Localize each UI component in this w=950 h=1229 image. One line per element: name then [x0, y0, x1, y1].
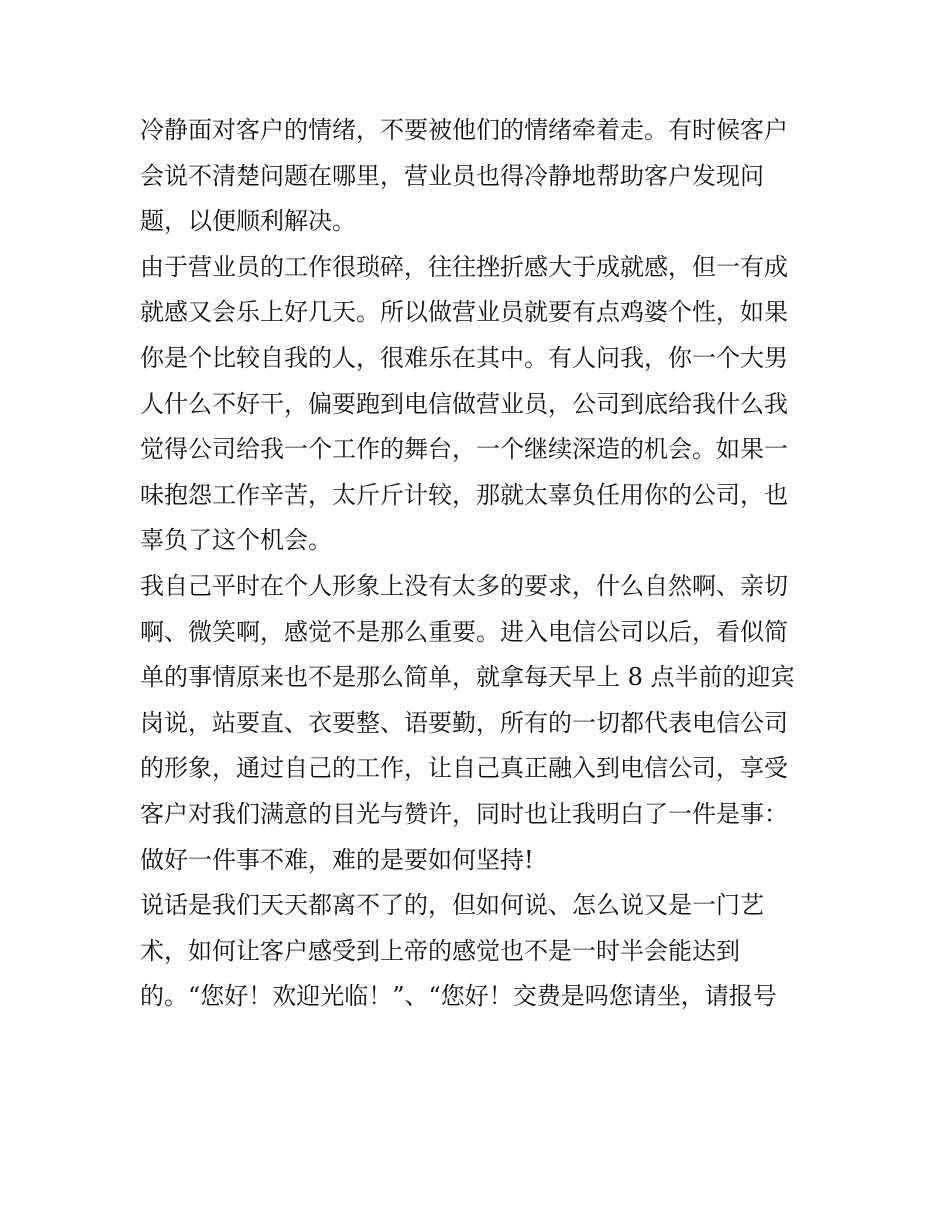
text-line: 味抱怨工作辛苦，太斤斤计较，那就太辜负任用你的公司，也: [140, 480, 788, 509]
text-line: 做好一件事不难，难的是要如何坚持!: [140, 845, 534, 874]
text-line: 会说不清楚问题在哪里，营业员也得冷静地帮助客户发现问: [140, 161, 764, 190]
text-line: 题，以便顺利解决。: [140, 207, 356, 236]
text-line: 的。“您好！欢迎光临！”、“您好！交费是吗您请坐，请报号: [140, 982, 777, 1011]
text-line: 你是个比较自我的人，很难乐在其中。有人问我，你一个大男: [140, 343, 788, 372]
text-line: 就感又会乐上好几天。所以做营业员就要有点鸡婆个性，如果: [140, 298, 788, 327]
paragraph-3: [140, 564, 820, 883]
text-line: 客户对我们满意的目光与赞许，同时也让我明白了一件是事：: [140, 799, 788, 828]
text-line: 冷静面对客户的情绪，不要被他们的情绪牵着走。有时候客户: [140, 116, 788, 144]
paragraph-1: [140, 108, 820, 245]
text-line: 人什么不好干，偏要跑到电信做营业员，公司到底给我什么我: [140, 389, 788, 418]
text-line: 辜负了这个机会。: [140, 526, 332, 555]
text-line: 术，如何让客户感受到上帝的感觉也不是一时半会能达到: [140, 936, 740, 965]
text-line: 我自己平时在个人形象上没有太多的要求，什么自然啊、亲切: [140, 571, 788, 600]
text-line: 说话是我们天天都离不了的，但如何说、怎么说又是一门艺: [140, 891, 764, 920]
text-line: 觉得公司给我一个工作的舞台，一个继续深造的机会。如果一: [140, 435, 788, 464]
document-body: [140, 108, 820, 1020]
text-line: 由于营业员的工作很琐碎，往往挫折感大于成就感，但一有成: [140, 252, 788, 281]
paragraph-2: [140, 245, 820, 564]
text-line: 岗说，站要直、衣要整、语要勤，所有的一切都代表电信公司: [140, 708, 788, 737]
text-line: 的形象，通过自己的工作，让自己真正融入到电信公司，享受: [140, 754, 788, 783]
text-line: 啊、微笑啊，感觉不是那么重要。进入电信公司以后，看似简: [140, 617, 788, 646]
text-line: 单的事情原来也不是那么简单，就拿每天早上 8 点半前的迎宾: [140, 663, 795, 692]
paragraph-4: [140, 883, 820, 1020]
